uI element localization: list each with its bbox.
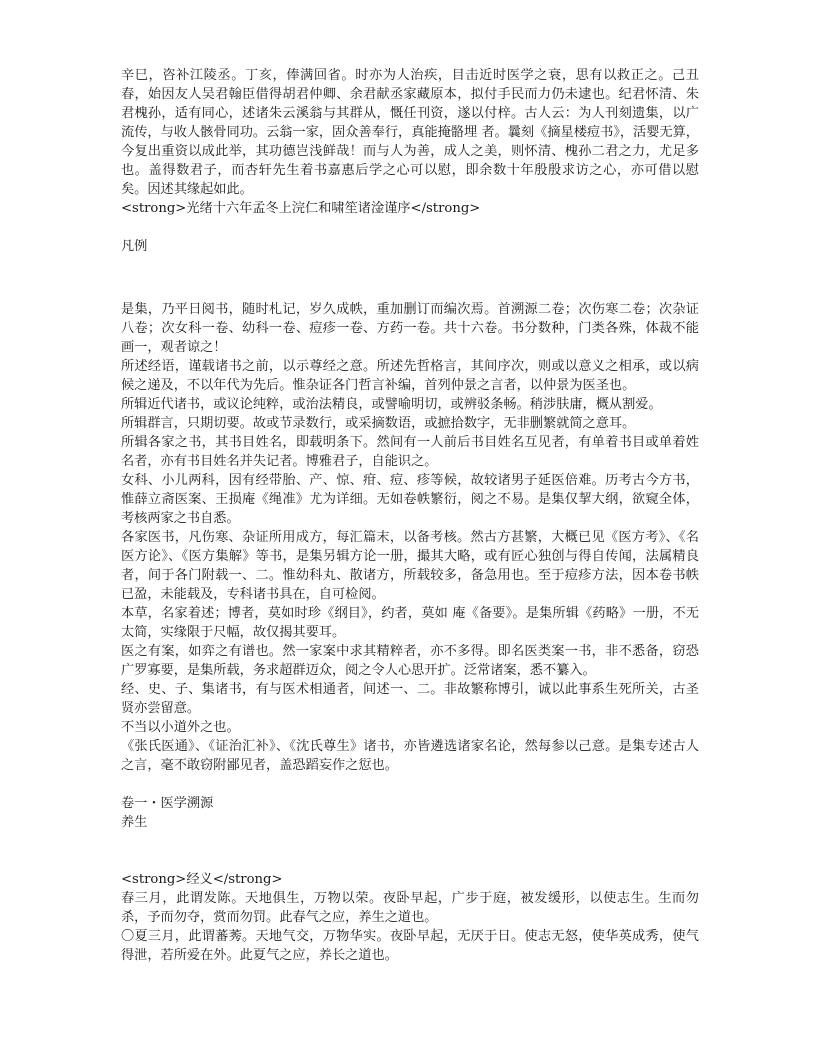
fanli-paragraph: 各家医书，凡伤寒、杂证所用成方，每汇篇末，以备考核。然古方甚繁，大概已见《医方考》、《名医方论》、《医方集解》等书，是集另辑方论一册，撮其大略，或有匠心独创与得自传闻，法属精良者，间于各门附载一、二。惟幼科丸、散诸方，所载较多，备急用也。至于痘疹方法，因本卷书帙已盈，未能载及，专科诸书具在，自可检阅。: [121, 530, 699, 602]
fanli-paragraph: 医之有案，如弈之有谱也。然一家案中求其精粹者，亦不多得。即名医类案一书，非不悉备，窃恐广罗寡要，是集所载，务求超群迈众，阅之令人心思开扩。泛常诸案，悉不纂入。: [121, 644, 699, 678]
fanli-paragraph: 《张氏医通》、《证治汇补》、《沈氏尊生》诸书，亦皆遴选诸家名论，然每参以己意。是集专述古人之言，毫不敢窃附鄙见者，盖恐蹈妄作之愆也。: [121, 739, 699, 773]
jingyi-paragraph: 春三月，此谓发陈。天地俱生，万物以荣。夜卧早起，广步于庭，被发缓形，以使志生。生而勿杀，予而勿夺，赏而勿罚。此春气之应，养生之道也。: [121, 891, 699, 925]
preface-signature: <strong>光绪十六年孟冬上浣仁和啸笙诸淦谨序</strong>: [121, 201, 481, 216]
fanli-paragraph: 是集，乃平日阅书，随时札记，岁久成帙，重加删订而编次焉。首溯源二卷；次伤寒二卷；次杂证八卷；次女科一卷、幼科一卷、痘疹一卷、方药一卷。共十六卷。书分数种，门类各殊，体裁不能画一，观者谅之！: [121, 302, 699, 355]
preface-body: 辛巳，咨补江陵丞。丁亥，俸满回省。时亦为人治疾，目击近时医学之衰，思有以救正之。己丑春，始因友人吴君翰臣借得胡君仲卿、余君献丞家藏原本，拟付手民而力仍未逮也。纪君怀清、朱君槐孙，适有同心，述诸朱云溪翁与其群从，慨任刊资，遂以付梓。古人云：为人刊刻遗集，以广流传，与收人骸骨同功。云翁一家，固众善奉行，真能掩骼埋 者。曩刻《摘星楼痘书》，活婴无算，今复出重资以成此举，其功德岂浅鲜哉！而与人为善，成人之美，则怀清、槐孙二君之力，尤足多也。盖得数君子，而杏轩先生着书嘉惠后学之心可以慰，即余数十年殷殷求访之心，亦可借以慰矣。因述其缘起如此。: [121, 68, 699, 197]
fanli-paragraph: 所辑群言，只期切要。故或节录数行，或采摘数语，或摭拾数字，无非删繁就简之意耳。: [121, 416, 636, 431]
fanli-paragraph: 所辑各家之书，其书目姓名，即载明条下。然间有一人前后书目姓名互见者，有单着书目或单着姓名者，亦有书目姓名并失记者。博雅君子，自能识之。: [121, 435, 699, 469]
fanli-paragraph: 所辑近代诸书，或议论纯粹，或治法精良，或譬喻明切，或辨驳条畅。稍涉肤庸，概从割爱。: [121, 397, 662, 412]
jingyi-heading: <strong>经义</strong>: [121, 872, 283, 887]
fanli-paragraph: 不当以小道外之也。: [121, 720, 240, 735]
fanli-paragraph: 所述经语，谨载诸书之前，以示尊经之意。所述先哲格言，其间序次，则或以意义之相承，或以病候之递及，不以年代为先后。惟杂证各门哲言补编，首列仲景之言者，以仲景为医圣也。: [121, 359, 699, 393]
fanli-paragraph: 女科、小儿两科，因有经带胎、产、惊、疳、痘、疹等候，故较诸男子延医倍难。历考古今方书，惟薛立斋医案、王损庵《绳准》尤为详细。无如卷帙繁衍，阅之不易。是集仅挈大纲，欲窥全体，考核两家之书自悉。: [121, 473, 699, 526]
fanli-title: 凡例: [121, 239, 148, 254]
document-page: [121, 66, 699, 965]
fanli-paragraph: 经、史、子、集诸书，有与医术相通者，间述一、二。非故繁称博引，诚以此事系生死所关，古圣贤亦尝留意。: [121, 682, 699, 716]
juan1-subtitle: 养生: [121, 815, 148, 830]
fanli-paragraph: 本草，名家着述；博者，莫如时珍《纲目》，约者，莫如 庵《备要》。是集所辑《药略》一册，不无太简，实缘限于尺幅，故仅揭其要耳。: [121, 606, 699, 640]
jingyi-paragraph: 〇夏三月，此谓蕃莠。天地气交，万物华实。夜卧早起，无厌于日。使志无怒，使华英成秀，使气得泄，若所爱在外。此夏气之应，养长之道也。: [121, 929, 699, 963]
juan1-title: 卷一・医学溯源: [121, 796, 214, 811]
